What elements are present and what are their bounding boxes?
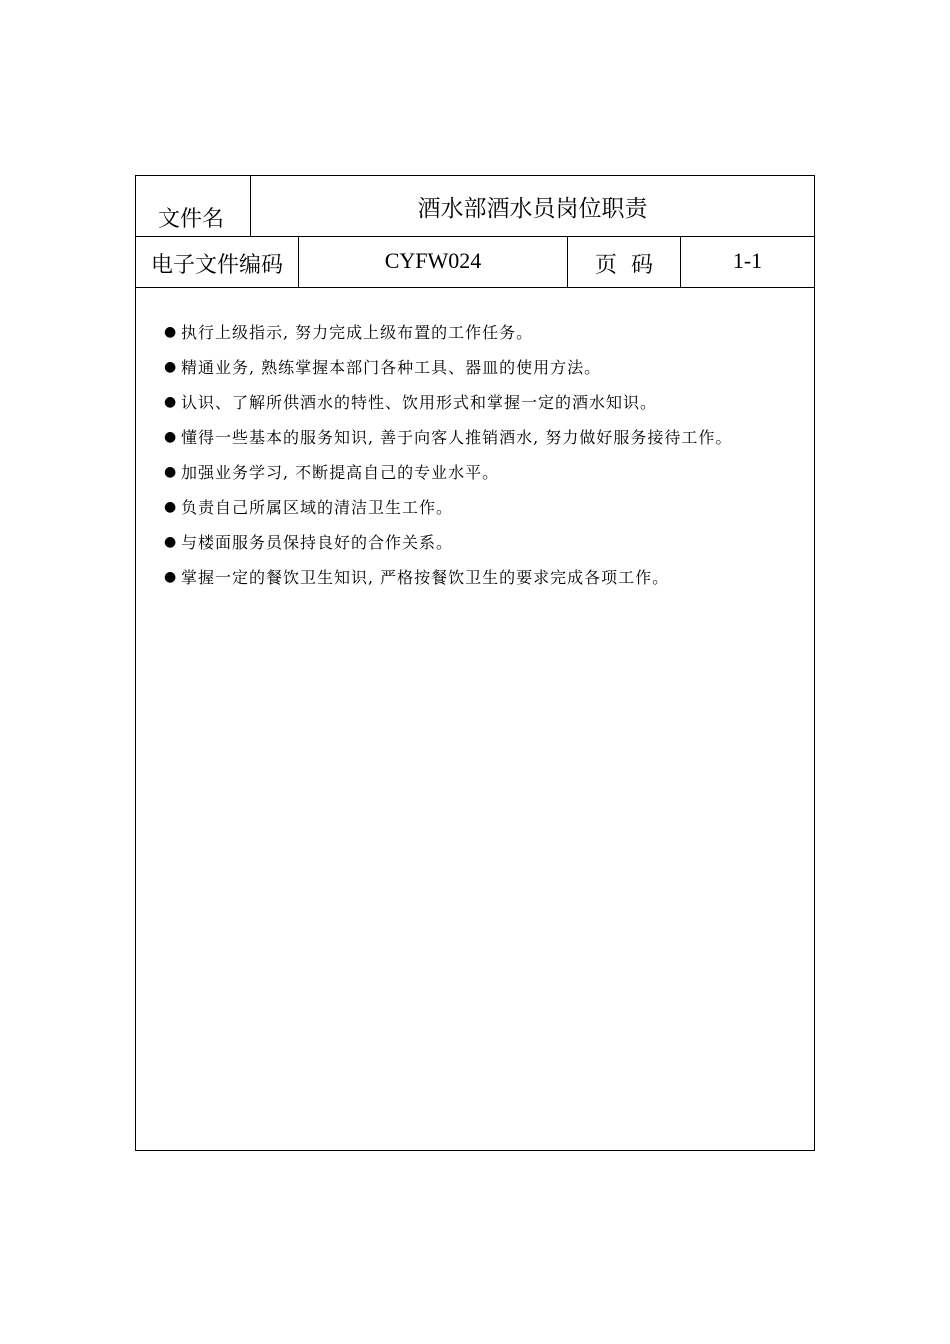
duty-item [164,420,774,455]
duty-item [164,350,774,385]
duty-text: 认识、了解所供酒水的特性、饮用形式和掌握一定的酒水知识。 [181,393,658,412]
bullet-icon: ● [164,464,177,480]
bullet-icon: ● [164,569,177,585]
page-number-cell [681,237,814,287]
page-label-cell [568,237,681,287]
duty-item [164,490,774,525]
document-title-cell [251,176,814,236]
bullet-icon: ● [164,499,177,515]
duty-text: 与楼面服务员保持良好的合作关系。 [181,533,454,552]
file-code-cell [299,237,568,287]
duty-text: 执行上级指示, 努力完成上级布置的工作任务。 [181,323,534,342]
electronic-file-code-label: 电子文件编码 [150,253,283,278]
duty-item [164,560,774,595]
bullet-icon: ● [164,359,177,375]
file-code: CYFW024 [384,248,482,273]
bullet-icon: ● [164,534,177,550]
duties-list [164,315,774,595]
duty-text: 负责自己所属区域的清洁卫生工作。 [181,498,454,517]
duty-text: 懂得一些基本的服务知识, 善于向客人推销酒水, 努力做好服务接待工作。 [181,428,733,447]
bullet-icon: ● [164,394,177,410]
document-frame [135,175,815,1151]
bullet-icon: ● [164,324,177,340]
duty-item [164,315,774,350]
file-name-label: 文件名 [158,207,225,232]
duty-item [164,525,774,560]
document-title: 酒水部酒水员岗位职责 [417,196,648,222]
header-row-meta [136,237,814,288]
page-label: 页 码 [595,253,653,278]
duty-text: 加强业务学习, 不断提高自己的专业水平。 [181,463,500,482]
page-number: 1-1 [732,248,763,273]
duty-text: 掌握一定的餐饮卫生知识, 严格按餐饮卫生的要求完成各项工作。 [181,568,670,587]
duty-item [164,455,774,490]
duty-text: 精通业务, 熟练掌握本部门各种工具、器皿的使用方法。 [181,358,602,377]
duty-item [164,385,774,420]
bullet-icon: ● [164,429,177,445]
electronic-file-code-label-cell [136,237,299,287]
header-row-title [136,176,814,237]
file-name-label-cell [136,176,251,236]
